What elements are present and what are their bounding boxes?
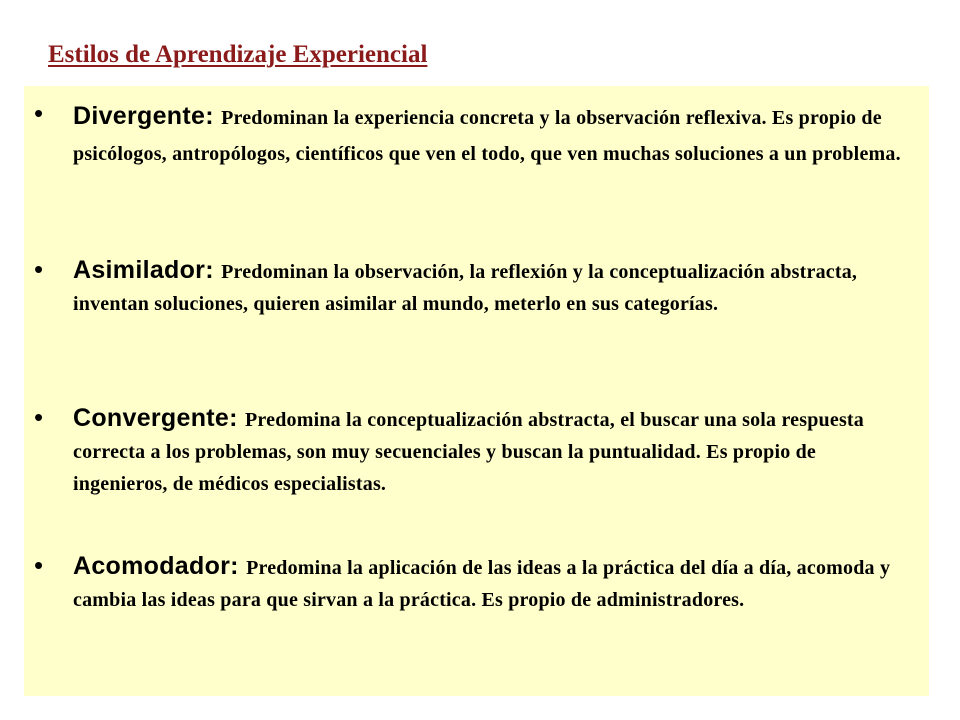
term-separator xyxy=(238,404,245,432)
bullet-text xyxy=(73,550,903,616)
bullet-text xyxy=(73,402,903,500)
description-convergente: Predomina la conceptualización abstracta, el buscar una sola respuesta correcta a los problemas, son muy secuenciales y buscan la puntualidad. Es propio de ingenieros, de médicos especialistas. xyxy=(73,409,864,495)
term-asimilador: Asimilador: xyxy=(73,256,214,284)
bullet-text xyxy=(73,98,903,172)
bullet-icon: • xyxy=(34,550,44,580)
bullet-icon: • xyxy=(34,98,44,128)
description-divergente: Predominan la experiencia concreta y la observación reflexiva. Es propio de psicólogos, antropólogos, científicos que ven el todo, que ven muchas soluciones a un problema. xyxy=(73,107,901,165)
term-separator xyxy=(239,552,246,580)
bullet-icon: • xyxy=(34,402,44,432)
bullet-icon: • xyxy=(34,254,44,284)
description-acomodador: Predomina la aplicación de las ideas a la práctica del día a día, acomoda y cambia las ideas para que sirvan a la práctica. Es propio de administradores. xyxy=(73,557,891,611)
description-asimilador: Predominan la observación, la reflexión y la conceptualización abstracta, inventan soluciones, quieren asimilar al mundo, meterlo en sus categorías. xyxy=(73,261,858,315)
term-separator: : xyxy=(205,102,222,130)
term-acomodador: Acomodador: xyxy=(73,552,239,580)
term-convergente: Convergente: xyxy=(73,404,238,432)
bullet-text xyxy=(73,254,903,320)
term-divergente: Divergente xyxy=(73,102,206,130)
term-separator xyxy=(214,256,221,284)
content-box xyxy=(24,86,929,696)
slide-title: Estilos de Aprendizaje Experiencial xyxy=(48,41,428,68)
